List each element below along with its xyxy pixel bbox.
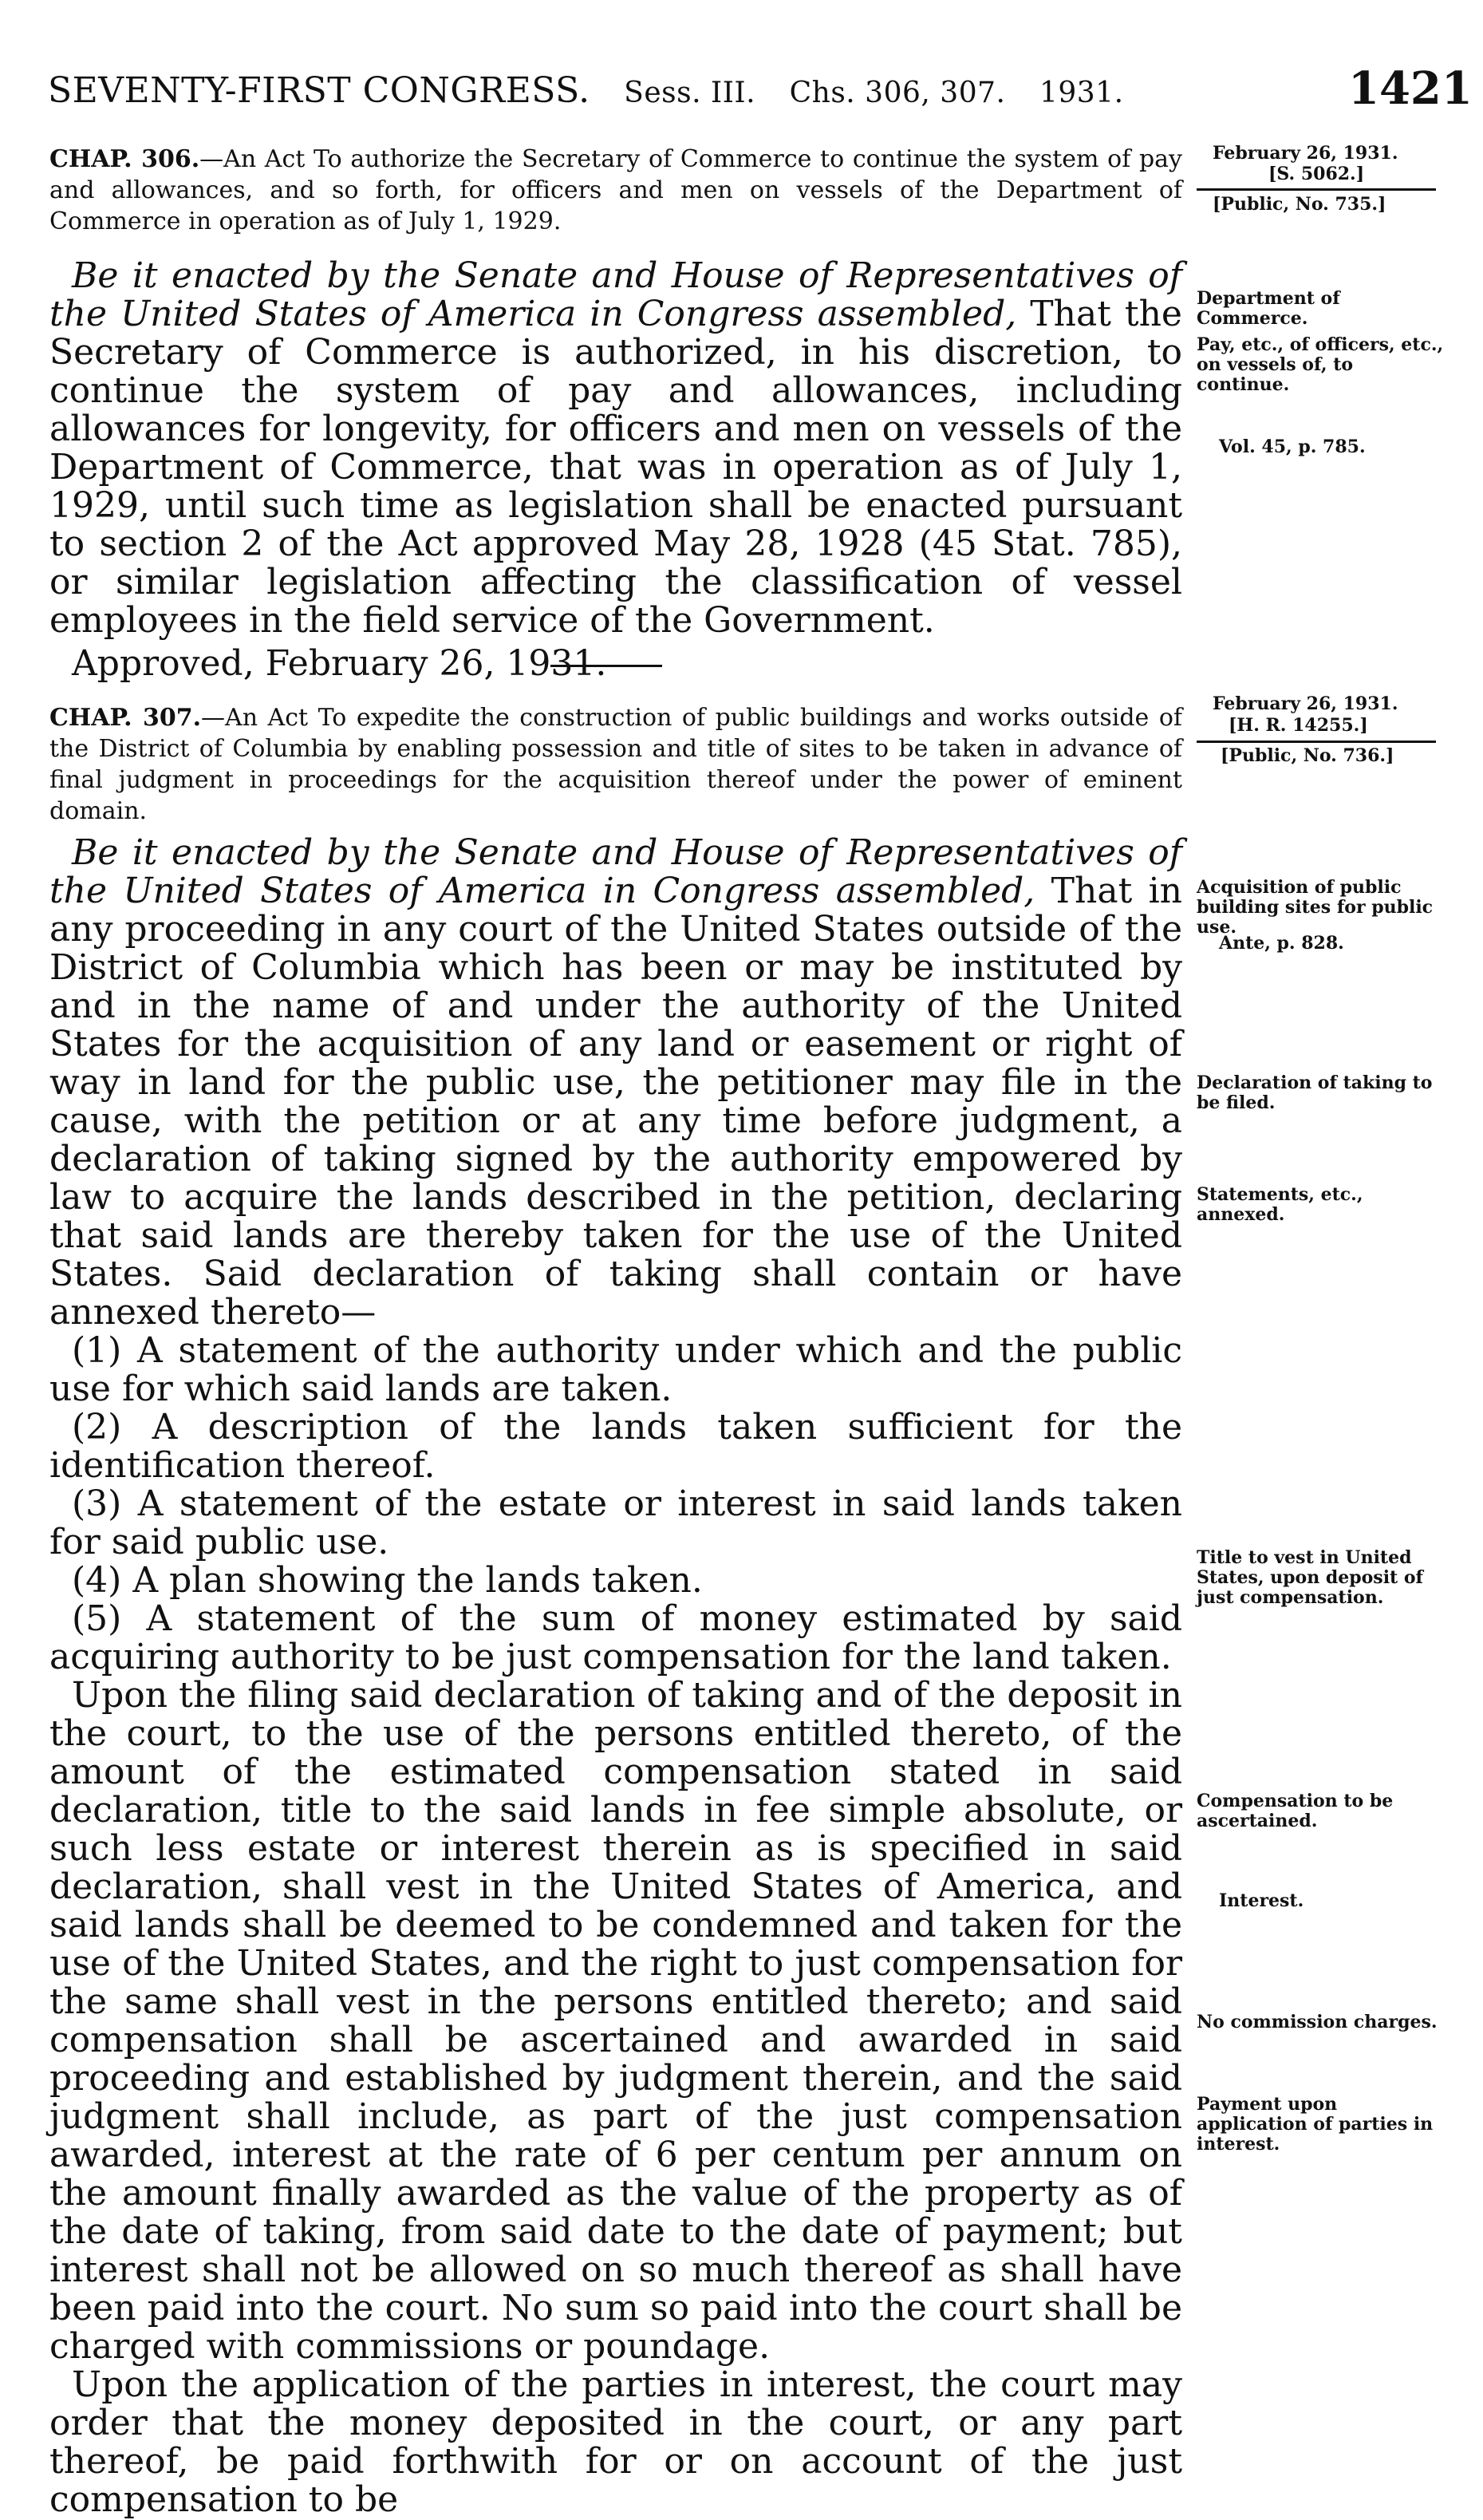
page-number: 1421 (1348, 62, 1473, 115)
ch307-item-2: (2) A description of the lands taken sufficient for the identification thereof. (49, 1407, 1182, 1486)
ch307-note-declaration: Declaration of taking to be filed. (1197, 1072, 1433, 1113)
ch306-approved: Approved, February 26, 1931. (72, 643, 607, 684)
ch307-note-commission: No commission charges. (1197, 2012, 1438, 2032)
ch306-note-dept: Department of Commerce. (1197, 288, 1340, 329)
ch307-bill: [H. R. 14255.] (1229, 715, 1368, 736)
ch307-body (49, 834, 1182, 2519)
ch307-item-3: (3) A statement of the estate or interest in said lands taken for said public use. (49, 1483, 1182, 1562)
ch307-enacting-clause: Be it enacted by the Senate and House of Representatives of the United States of America in Congress assembled, (49, 832, 1182, 911)
ch307-chap-label: CHAP. 307. (49, 704, 202, 732)
ch307-para-1: That in any proceeding in any court of the United States outside of the District of Columbia which has been or may be instituted by and in the name of and under the authority of the United States for the acquisition of any land or easement or right of way in land for the public use, the petitioner may file in the cause, with the petition or at any time before judgment, a declaration of taking signed by the authority empowered by law to acquire the lands described in the petition, declaring that said lands are thereby taken for the use of the United States. Said declaration of taking shall contain or have annexed thereto— (49, 871, 1182, 1333)
ch306-body (49, 257, 1182, 683)
ch306-title: —An Act To authorize the Secretary of Commerce to continue the system of pay and allowances, and so forth, for officers and men on vessels of the Department of Commerce in operation as of July 1, 1929. (49, 145, 1182, 235)
ch307-item-4: (4) A plan showing the lands taken. (72, 1560, 703, 1601)
ch306-side-rule (1197, 188, 1436, 191)
ch307-para-2: Upon the filing said declaration of taking and of the deposit in the court, to the use of the persons entitled thereto, of the amount of the estimated compensation stated in said declaration, title to the said lands in fee simple absolute, or such less estate or interest therein as is specified in said declaration, shall vest in the United States of America, and said lands shall be deemed to be condemned and taken for the use of the United States, and the right to just compensation for the same shall vest in the persons entitled thereto; and said compensation shall be ascertained and awarded in said proceeding and established by judgment therein, and the said judgment shall include, as part of the just compensation awarded, interest at the rate of 6 per centum per annum on the amount finally awarded as the value of the property as of the date of taking, from said date to the date of payment; but interest shall not be allowed on so much thereof as shall have been paid into the court. No sum so paid into the court shall be charged with commissions or poundage. (49, 1675, 1182, 2367)
running-title-chapters: Chs. 306, 307. (789, 77, 1006, 109)
ch307-side-rule (1197, 741, 1436, 743)
ch307-note-ante: Ante, p. 828. (1219, 933, 1344, 954)
ch306-text: That the Secretary of Commerce is authorized, in his discretion, to continue the system of pay and allowances, including allowances for longevity, for officers and men on vessels of the Department of Commerce, that was in operation as of July 1, 1929, until such time as legislation shall be enacted pursuant to section 2 of the Act approved May 28, 1928 (45 Stat. 785), or similar legislation affecting the classification of vessel employees in the field service of the Government. (49, 294, 1182, 641)
ch307-note-acquisition: Acquisition of public building sites for public use. (1197, 877, 1434, 938)
ch306-note-pay: Pay, etc., of officers, etc., on vessels of, to continue. (1197, 334, 1444, 395)
ch307-note-interest: Interest. (1219, 1890, 1304, 1911)
ch307-note-title-vest: Title to vest in United States, upon deposit of just compensation. (1197, 1547, 1424, 1608)
ch307-caption (49, 702, 1182, 827)
ch307-note-payment: Payment upon application of parties in interest. (1197, 2094, 1434, 2155)
ch306-public-law: [Public, No. 735.] (1213, 194, 1386, 215)
ch307-title: —An Act To expedite the construction of public buildings and works outside of the District of Columbia by enabling possession and title of sites to be taken in advance of final judgment in proceedings for the acquisition thereof under the power of eminent domain. (49, 704, 1182, 825)
ch307-para-3: Upon the application of the parties in interest, the court may order that the money deposited in the court, or any part thereof, be paid forthwith for or on account of the just compensation to be (49, 2364, 1182, 2520)
ch306-note-vol: Vol. 45, p. 785. (1219, 436, 1366, 457)
running-title-session: Sess. III. (624, 77, 756, 109)
chapter-separator (550, 665, 662, 667)
ch307-public-law: [Public, No. 736.] (1221, 745, 1394, 766)
ch306-bill: [S. 5062.] (1268, 164, 1365, 184)
ch306-date: February 26, 1931. (1213, 143, 1398, 164)
ch306-caption (49, 144, 1182, 237)
ch306-chap-label: CHAP. 306. (49, 145, 200, 173)
ch306-enacting-clause: Be it enacted by the Senate and House of Representatives of the United States of America in Congress assembled, (49, 255, 1182, 334)
running-header (48, 70, 1124, 111)
ch307-note-statements: Statements, etc., annexed. (1197, 1184, 1363, 1225)
ch307-date: February 26, 1931. (1213, 693, 1398, 714)
ch307-note-compensation: Compensation to be ascertained. (1197, 1791, 1394, 1831)
running-title-congress: SEVENTY-FIRST CONGRESS. (48, 70, 590, 111)
ch307-item-1: (1) A statement of the authority under which and the public use for which said lands are taken. (49, 1330, 1182, 1409)
ch307-item-5: (5) A statement of the sum of money estimated by said acquiring authority to be just compensation for the land taken. (49, 1598, 1182, 1677)
running-title-year: 1931. (1039, 77, 1124, 109)
